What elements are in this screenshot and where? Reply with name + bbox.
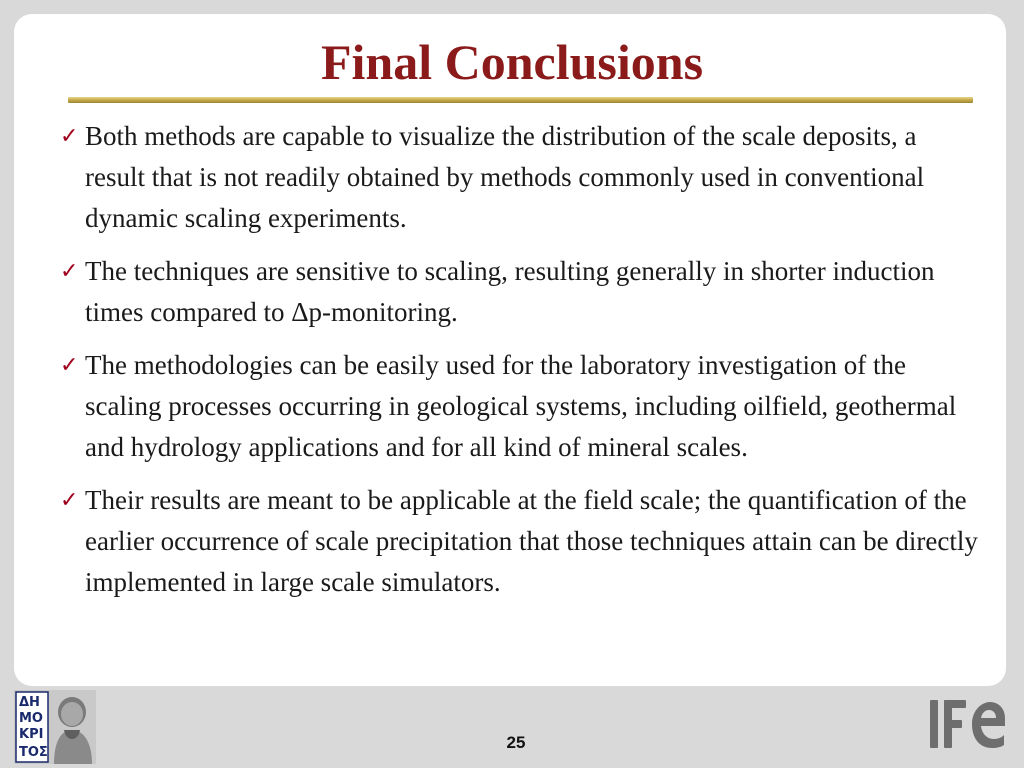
title-underline xyxy=(68,97,973,103)
check-mark-icon: ✓ xyxy=(60,124,79,149)
check-mark-icon: ✓ xyxy=(60,488,79,513)
check-mark-icon: ✓ xyxy=(60,259,79,284)
ife-logo xyxy=(928,694,1008,756)
bullet-item xyxy=(60,480,980,603)
check-mark-icon: ✓ xyxy=(60,353,79,378)
bullet-text: Both methods are capable to visualize the distribution of the scale deposits, a result that is not readily obtained by methods commonly used in conventional dynamic scaling experiments. xyxy=(85,121,925,233)
svg-text:ΔΗ: ΔΗ xyxy=(19,695,40,710)
svg-text:ΚΡΙ: ΚΡΙ xyxy=(19,727,44,742)
bullet-text: Their results are meant to be applicable at the field scale; the quantification of the earlier occurrence of scale precipitation that those techniques attain can be directly implemented in large scale simulators. xyxy=(85,485,978,597)
bullet-text: The techniques are sensitive to scaling, resulting generally in shorter induction times compared to Δp-monitoring. xyxy=(85,256,935,327)
svg-text:ΜΟ: ΜΟ xyxy=(19,711,43,726)
page-number: 25 xyxy=(506,733,526,752)
bullet-item xyxy=(60,251,980,333)
bullet-item xyxy=(60,116,980,239)
bullet-text: The methodologies can be easily used for the laboratory investigation of the scaling processes occurring in geological systems, including oilfield, geothermal and hydrology applications and for all kind of mineral scales. xyxy=(85,350,957,462)
slide-title: Final Conclusions xyxy=(320,34,704,90)
bullet-item xyxy=(60,345,980,468)
demokritos-logo xyxy=(14,690,96,764)
svg-text:ΤΟΣ: ΤΟΣ xyxy=(19,745,48,760)
bullet-list xyxy=(60,116,980,615)
